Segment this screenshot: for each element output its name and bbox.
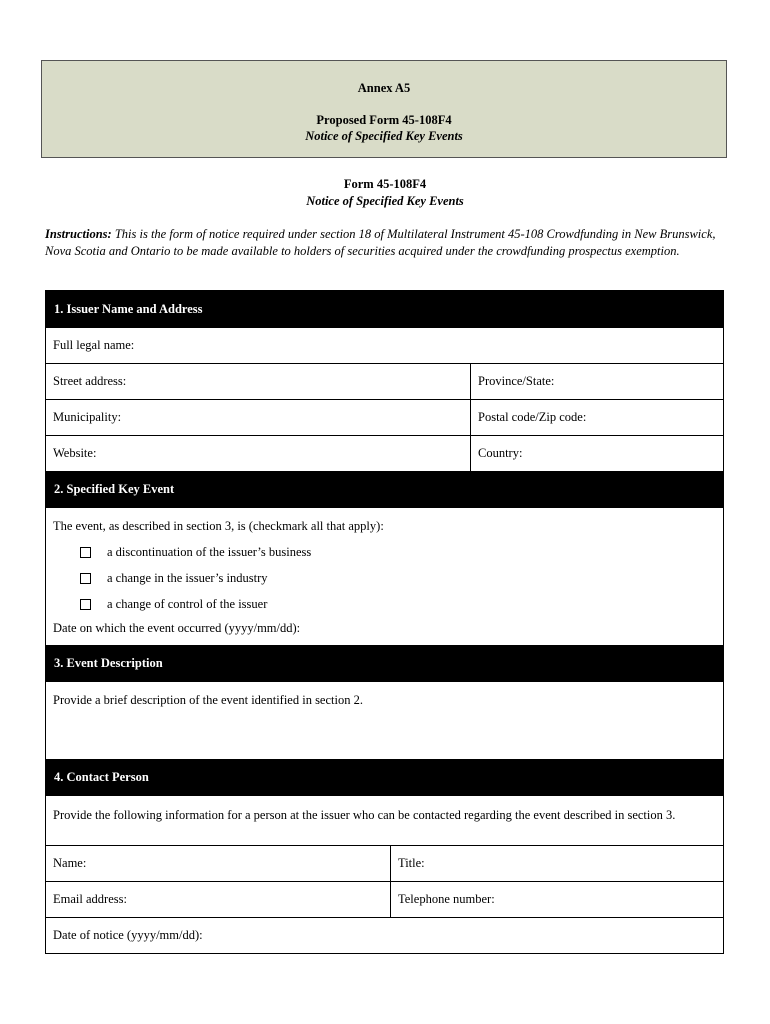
instructions-label: Instructions: — [45, 227, 112, 241]
key-event-option-label: a discontinuation of the issuer’s business — [107, 544, 312, 559]
telephone-number-field[interactable]: Telephone number: — [390, 882, 723, 917]
instructions-text: This is the form of notice required under section 18 of Multilateral Instrument 45-108 Crowdfunding in New Brunswick, Nova Scotia and Ontario to be made available to holders of securities acquired under the crowdfunding prospectus exemption. — [45, 227, 716, 258]
section-4-heading: 4. Contact Person — [46, 759, 723, 795]
contact-intro: Provide the following information for a person at the issuer who can be contacted regarding the event described in section 3. — [46, 795, 723, 845]
key-event-option[interactable] — [53, 565, 723, 591]
section-1-heading: 1. Issuer Name and Address — [46, 291, 723, 327]
event-description-field[interactable]: Provide a brief description of the event identified in section 2. — [46, 681, 723, 759]
section-3-heading: 3. Event Description — [46, 645, 723, 681]
postal-code-field[interactable]: Postal code/Zip code: — [470, 400, 723, 435]
notice-form — [45, 290, 724, 954]
street-address-row — [46, 363, 723, 399]
key-event-option[interactable] — [53, 591, 723, 617]
checkbox-icon[interactable] — [80, 599, 91, 610]
key-event-intro: The event, as described in section 3, is (checkmark all that apply): — [53, 519, 384, 533]
key-event-option-label: a change in the issuer’s industry — [107, 570, 268, 585]
province-state-field[interactable]: Province/State: — [470, 364, 723, 399]
event-date-field[interactable]: Date on which the event occurred (yyyy/mm/dd): — [53, 621, 301, 635]
section-2-heading: 2. Specified Key Event — [46, 471, 723, 507]
annex-header-box — [41, 60, 727, 158]
email-address-field[interactable]: Email address: — [53, 892, 127, 906]
website-row — [46, 435, 723, 471]
instructions-paragraph — [45, 226, 730, 260]
date-of-notice-field[interactable]: Date of notice (yyyy/mm/dd): — [53, 928, 203, 942]
contact-name-field[interactable]: Name: — [53, 856, 87, 870]
website-field[interactable]: Website: — [53, 446, 97, 460]
contact-email-row — [46, 881, 723, 917]
annex-proposed-form: Proposed Form 45-108F4 — [316, 113, 452, 127]
annex-title: Annex A5 — [357, 81, 411, 95]
key-event-option-label: a change of control of the issuer — [107, 596, 268, 611]
municipality-row — [46, 399, 723, 435]
country-field[interactable]: Country: — [470, 436, 723, 471]
contact-title-field[interactable]: Title: — [390, 846, 723, 881]
form-title: Form 45-108F4 — [343, 177, 427, 191]
municipality-field[interactable]: Municipality: — [53, 410, 122, 424]
street-address-field[interactable]: Street address: — [53, 374, 127, 388]
full-legal-name-row — [46, 327, 723, 363]
checkbox-icon[interactable] — [80, 547, 91, 558]
checkbox-icon[interactable] — [80, 573, 91, 584]
form-subtitle: Notice of Specified Key Events — [306, 194, 464, 208]
key-event-option[interactable] — [53, 539, 723, 565]
contact-name-row — [46, 845, 723, 881]
key-event-block — [46, 507, 723, 645]
annex-subtitle: Notice of Specified Key Events — [305, 129, 463, 143]
full-legal-name-field[interactable]: Full legal name: — [53, 338, 135, 352]
date-of-notice-row — [46, 917, 723, 953]
